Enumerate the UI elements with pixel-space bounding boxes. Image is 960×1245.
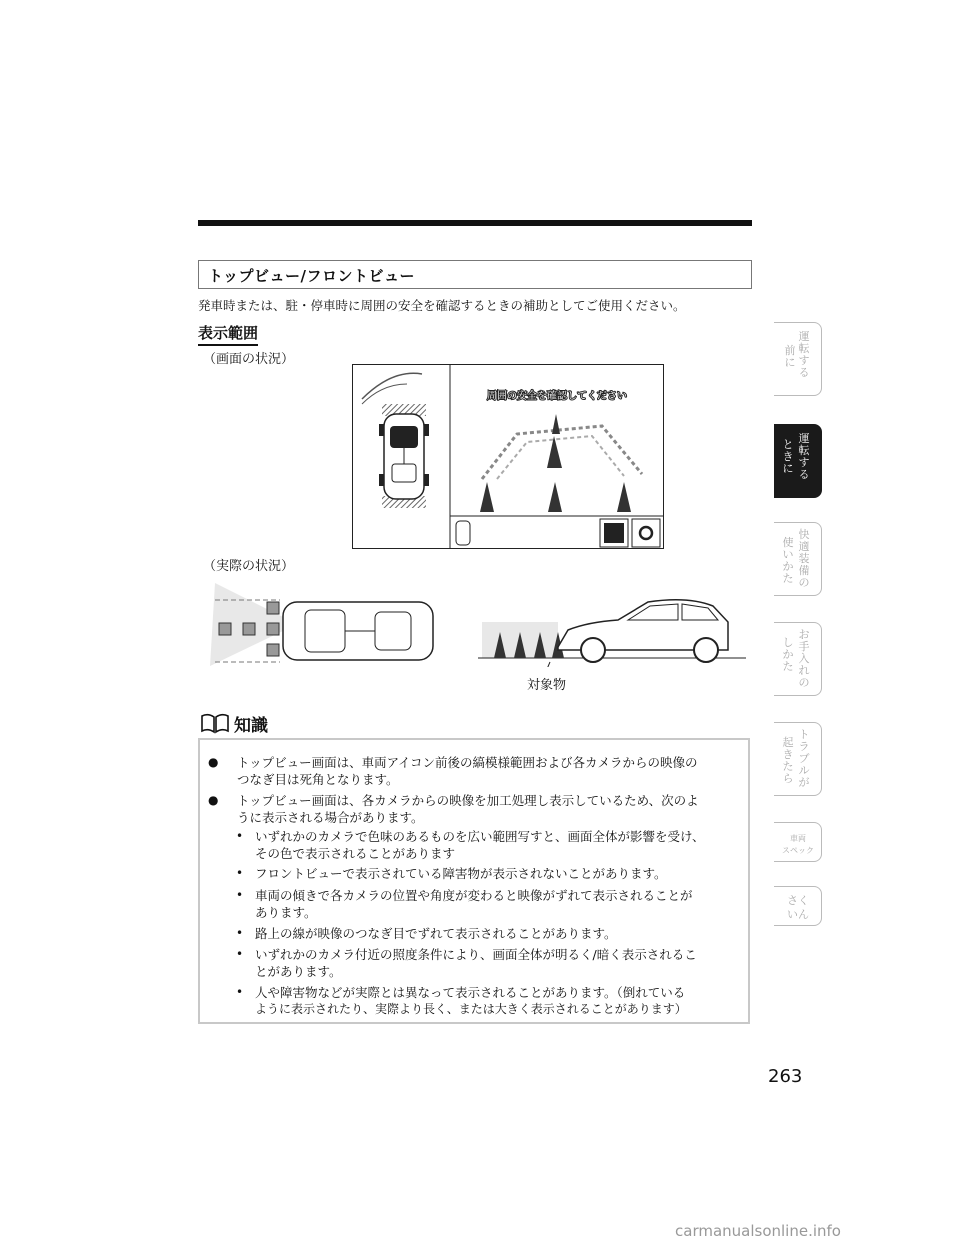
- sub-item-line: 人や障害物などが実際とは異なって表示されることがあります。（倒れている: [255, 985, 686, 1000]
- tab-maintenance[interactable]: お手 入れ の しか た: [774, 622, 822, 696]
- tab-index[interactable]: さく いん: [774, 886, 822, 926]
- sub-item-line: 路上の線が映像のつなぎ目でずれて表示されることがあります。: [255, 926, 617, 941]
- section-title: トップビュー/フロントビュー: [208, 267, 416, 285]
- bullet-dot: ●: [208, 755, 219, 769]
- sub-item-line: フロントビューで表示されている障害物が表示されないことがあります。: [255, 866, 667, 881]
- watermark: carmanualsonline.info: [675, 1222, 841, 1240]
- sub-item-line: その色で表示されることがあります: [255, 846, 456, 861]
- sub-item-line: とがあります。: [255, 964, 342, 979]
- book-icon: [199, 711, 231, 735]
- tab-specifications[interactable]: 車両 スペック: [774, 822, 822, 862]
- knowledge-heading: 知識: [234, 716, 268, 736]
- sub-item-line: ように表示されたり、実際より長く、または大きく表示されることがあります）: [255, 1002, 687, 1016]
- camera-screen-figure: [352, 364, 664, 549]
- top-rule: [198, 220, 752, 226]
- tab-troubleshooting[interactable]: トラ ブル が 起き たら: [774, 722, 822, 796]
- intro-text: 発車時または、駐・停車時に周囲の安全を確認するときの補助としてご使用ください。: [198, 298, 686, 313]
- sub-item-line: あります。: [255, 905, 317, 920]
- sub-bullet: •: [236, 888, 244, 902]
- display-range-heading: 表示範囲: [198, 322, 258, 346]
- sub-bullet: •: [236, 829, 244, 843]
- tab-before-driving[interactable]: 運転 する 前に: [774, 322, 822, 396]
- object-label: 対象物: [527, 678, 567, 693]
- sub-bullet: •: [236, 866, 244, 880]
- tab-comfort-features[interactable]: 快適 装備 の 使い かた: [774, 522, 822, 596]
- sub-item-line: 車両の傾きで各カメラの位置や角度が変わると映像がずれて表示されることが: [255, 888, 693, 903]
- sub-bullet: •: [236, 926, 244, 940]
- knowledge-line: トップビュー画面は、車両アイコン前後の縞模様範囲および各カメラからの映像の: [237, 755, 698, 770]
- actual-top-figure: [205, 578, 445, 670]
- screen-banner: 周囲の安全を確認してください: [487, 391, 627, 402]
- bullet-dot: ●: [208, 793, 219, 807]
- sub-item-line: いずれかのカメラ付近の照度条件により、画面全体が明るく/暗く表示されるこ: [255, 947, 697, 962]
- knowledge-line: トップビュー画面は、各カメラからの映像を加工処理し表示しているため、次のよ: [237, 793, 699, 808]
- sub-bullet: •: [236, 947, 244, 961]
- knowledge-box: [198, 738, 750, 1024]
- actual-caption: （実際の状況）: [203, 559, 295, 574]
- actual-side-figure: [478, 592, 746, 667]
- knowledge-line: つなぎ目は死角となります。: [237, 772, 399, 787]
- sub-bullet: •: [236, 985, 244, 999]
- page-number: 263: [768, 1066, 803, 1087]
- knowledge-line: うに表示される場合があります。: [237, 810, 424, 825]
- tab-while-driving[interactable]: 運転 する ときに: [774, 424, 822, 498]
- sub-item-line: いずれかのカメラで色味のあるものを広い範囲写すと、画面全体が影響を受け、: [255, 829, 705, 844]
- screen-caption: （画面の状況）: [203, 352, 295, 367]
